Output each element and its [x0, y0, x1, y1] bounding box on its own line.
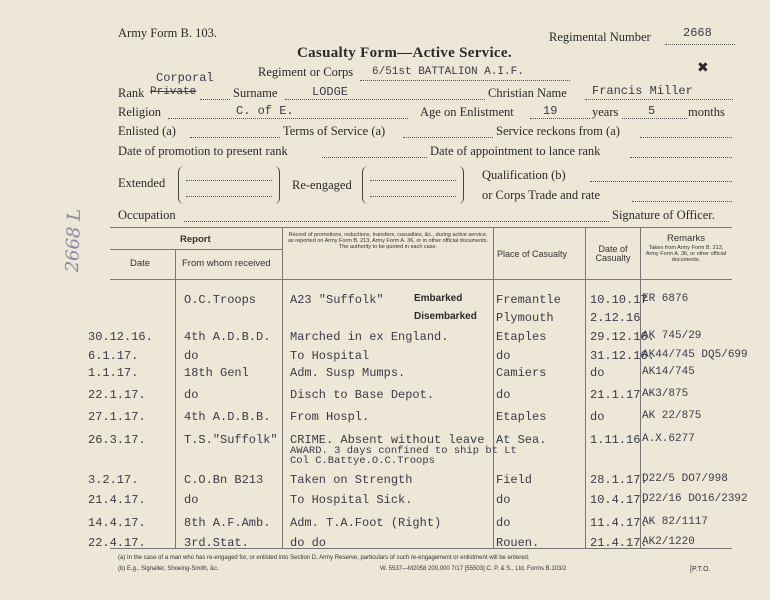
surname-label: Surname	[233, 86, 278, 100]
signature-label: Signature of Officer.	[612, 208, 715, 222]
cell-place: Etaples	[496, 330, 547, 344]
regimental-number-label: Regimental Number	[549, 30, 651, 44]
remarks-subheader: Taken from Army Form B. 213, Army Form A. 36, or other official documents.	[645, 245, 727, 263]
footnote-b: (b) E.g., Signaller, Shoeing-Smith, &c.	[118, 566, 219, 572]
regiment-label: Regiment or Corps	[258, 65, 354, 79]
cell-remarks: AK2/1220	[642, 536, 695, 548]
cell-record: Adm. T.A.Foot (Right)	[290, 516, 442, 530]
surname-value: LODGE	[312, 85, 349, 99]
cell-remarks: D22/5 DO7/998	[642, 473, 728, 485]
age-label: Age on Enlistment	[420, 105, 514, 119]
cell-dcas: do	[590, 366, 605, 380]
cell-place: At Sea.	[496, 433, 547, 447]
cell-date: 21.4.17.	[88, 493, 146, 507]
cell-remarks: A.X.6277	[642, 433, 695, 445]
cell-place: Etaples	[496, 410, 547, 424]
cell-record: AWARD. 3 days confined to ship bt Lt Col C.Battye.O.C.Troops	[290, 445, 517, 467]
cell-remarks: AK14/745	[642, 366, 695, 378]
cell-date: 22.4.17.	[88, 536, 146, 550]
cell-place: do	[496, 388, 511, 402]
years-label: years	[592, 105, 619, 119]
cell-date: 6.1.17.	[88, 349, 139, 363]
cell-record: Disch to Base Depot.	[290, 388, 435, 402]
cell-from: do	[184, 388, 199, 402]
age-months-value: 5	[648, 104, 656, 118]
record-header: Record of promotions, reductions, transfers, casualties, &c., during active service, as reported on Army Form B. 213, Army Form A. 36, or in other official documents. The authority to be quoted in each case.	[287, 232, 489, 250]
regiment-value: 6/51st BATTALION A.I.F.	[372, 66, 524, 78]
cell-place: Field	[496, 473, 533, 487]
remarks-header: Remarks	[666, 233, 705, 244]
cell-place: do	[496, 493, 511, 507]
cell-dcas: 21.4.17.	[590, 536, 648, 550]
cell-date: 26.3.17.	[88, 433, 146, 447]
religion-value: C. of E.	[236, 104, 294, 118]
rank-label: Rank	[118, 86, 145, 100]
extended-label: Extended	[118, 176, 166, 190]
rank-value: Corporal	[156, 71, 214, 85]
age-years-value: 19	[543, 104, 558, 118]
cell-record: To Hospital Sick.	[290, 493, 413, 507]
from-header: From whom received	[182, 258, 271, 269]
form-title: Casualty Form—Active Service.	[297, 45, 512, 61]
cell-record: To Hospital	[290, 349, 370, 363]
reengaged-label: Re-engaged	[292, 178, 352, 192]
terms-label: Terms of Service (a)	[283, 124, 386, 138]
cell-record: Adm. Susp Mumps.	[290, 366, 406, 380]
cell-remarks: AK3/875	[642, 388, 689, 400]
christian-name-label: Christian Name	[488, 86, 567, 100]
cell-place: Plymouth	[496, 311, 554, 325]
christian-name-value: Francis Miller	[592, 84, 693, 98]
cell-from: do	[184, 493, 199, 507]
cell-date: 22.1.17.	[88, 388, 146, 402]
months-label: months	[688, 105, 725, 119]
cell-remarks: AK 22/875	[642, 410, 702, 422]
cell-place: do	[496, 516, 511, 530]
cell-remarks: AK44/745 DQ5/699	[642, 349, 748, 361]
cell-record: Marched in ex England.	[290, 330, 449, 344]
cell-remarks: AK 745/29	[642, 330, 702, 342]
cell-from: 3rd.Stat.	[184, 536, 249, 550]
service-reckons-label: Service reckons from (a)	[496, 124, 620, 138]
cell-date: 3.2.17.	[88, 473, 139, 487]
cell-from: do	[184, 349, 199, 363]
cell-remarks: D22/16 DO16/2392	[642, 493, 748, 505]
reengaged-brace	[362, 166, 464, 204]
cell-place: Fremantle	[496, 293, 561, 307]
cell-from: C.O.Bn B213	[184, 473, 264, 487]
cell-date: 14.4.17.	[88, 516, 146, 530]
cell-place: do	[496, 349, 511, 363]
cell-dcas: 31.12.16.	[590, 349, 655, 363]
cell-date: 27.1.17.	[88, 410, 146, 424]
lance-rank-label: Date of appointment to lance rank	[430, 144, 601, 158]
regimental-number-value: 2668	[683, 26, 712, 40]
cell-from: 18th Genl	[184, 366, 249, 380]
cell-dcas: 11.4.17.	[590, 516, 648, 530]
footnote-a: (a) In the case of a man who has re-engaged for, or enlisted into Section D, Army Reserve, particulars of such re-engagement or enlistment will be entered.	[118, 555, 530, 561]
report-header: Report	[180, 234, 211, 245]
trade-label: or Corps Trade and rate	[482, 188, 601, 202]
cell-sub: Embarked	[414, 293, 463, 304]
cell-dcas: 10.10.17	[590, 293, 648, 307]
cell-from: 4th A.D.B.D.	[184, 330, 271, 344]
cell-dcas: 29.12.16.	[590, 330, 655, 344]
cell-record: A23 "Suffolk"	[290, 293, 384, 307]
religion-label: Religion	[118, 105, 162, 119]
cell-record: CRIME. Absent without leave	[290, 433, 485, 447]
cell-date: 30.12.16.	[88, 330, 153, 344]
cell-dcas: 28.1.17.	[590, 473, 648, 487]
cell-dcas: 21.1.17	[590, 388, 641, 402]
date-header: Date	[130, 258, 151, 269]
cell-from: 8th A.F.Amb.	[184, 516, 271, 530]
date-of-casualty-header: Date of Casualty	[595, 244, 631, 263]
occupation-label: Occupation	[118, 208, 176, 222]
cell-dcas: 10.4.17.	[590, 493, 648, 507]
cell-place: Camiers	[496, 366, 547, 380]
printer-imprint: W. 5537—M2058 200,000 7/17 [55503] C. P. & S., Ltd. Forms B.103/2	[380, 566, 567, 572]
extended-brace	[178, 166, 280, 204]
ink-mark-icon: ✖	[697, 61, 709, 76]
cell-record: From Hospl.	[290, 410, 370, 424]
place-header: Place of Casualty	[497, 249, 568, 259]
qualification-label: Qualification (b)	[482, 168, 566, 182]
cell-remarks: AK 82/1117	[642, 516, 709, 528]
rank-struck: Private	[150, 86, 197, 98]
cell-record: do do	[290, 536, 327, 550]
enlisted-label: Enlisted (a)	[118, 124, 176, 138]
cell-date: 1.1.17.	[88, 366, 139, 380]
pto-mark: [P.T.O.	[690, 566, 711, 573]
cell-sub: Disembarked	[414, 311, 477, 322]
cell-from: O.C.Troops	[184, 293, 257, 307]
cell-place: Rouen.	[496, 536, 540, 550]
margin-handwriting: 2668 L	[62, 208, 86, 273]
cell-remarks: ER 6876	[642, 293, 689, 305]
cell-dcas: 2.12.16	[590, 311, 641, 325]
form-number: Army Form B. 103.	[118, 26, 217, 40]
cell-dcas: 1.11.16	[590, 433, 641, 447]
cell-dcas: do	[590, 410, 605, 424]
cell-from: 4th A.D.B.B.	[184, 410, 271, 424]
cell-record: Taken on Strength	[290, 473, 413, 487]
promotion-date-label: Date of promotion to present rank	[118, 144, 288, 158]
cell-from: T.S."Suffolk"	[184, 433, 278, 447]
